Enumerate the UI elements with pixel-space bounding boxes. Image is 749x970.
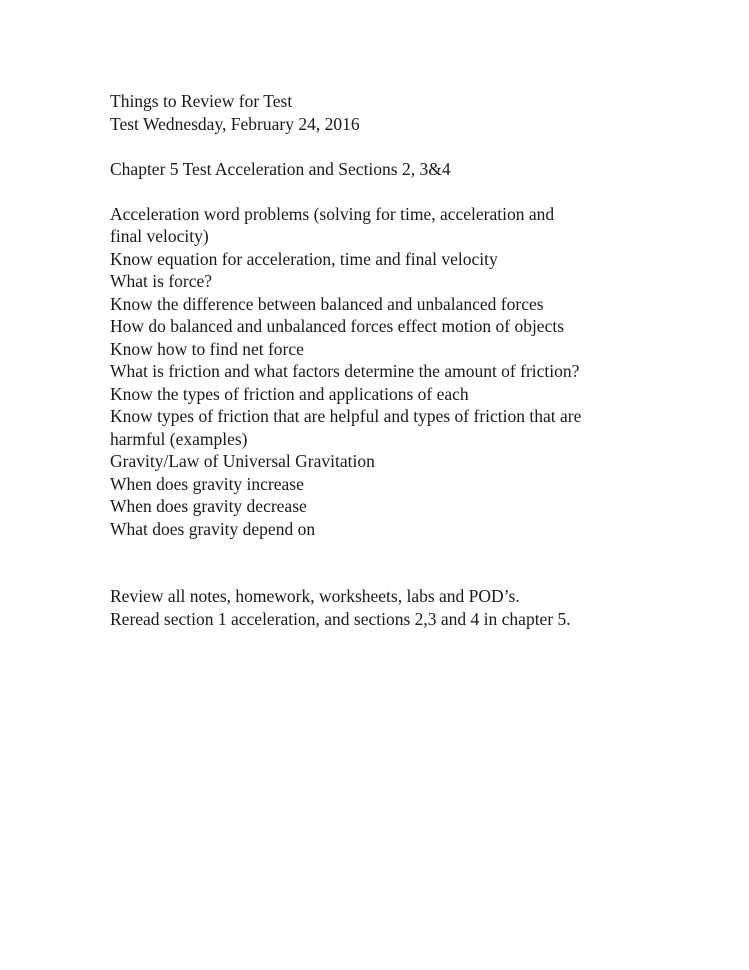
review-list: [110, 203, 670, 541]
header-block: [110, 90, 670, 135]
review-item: Know types of friction that are helpful and types of friction that are: [110, 406, 582, 426]
review-item: harmful (examples): [110, 428, 248, 449]
review-instruction: Review all notes, homework, worksheets, labs and POD’s.: [110, 586, 520, 606]
spacer: [110, 180, 670, 203]
review-item: What is force?: [110, 271, 213, 291]
chapter-heading: Chapter 5 Test Acceleration and Sections 2, 3&4: [110, 158, 451, 179]
review-item: Know equation for acceleration, time and final velocity: [110, 248, 498, 269]
spacer: [110, 135, 670, 158]
review-item: What does gravity depend on: [110, 518, 316, 539]
review-item: Know how to find net force: [110, 338, 304, 359]
review-item: Gravity/Law of Universal Gravitation: [110, 451, 375, 471]
review-item: What is friction and what factors determine the amount of friction?: [110, 361, 580, 381]
document-title: Things to Review for Test: [110, 91, 293, 111]
review-item: final velocity): [110, 226, 209, 246]
document-body: [110, 90, 670, 630]
reread-instruction: Reread section 1 acceleration, and sections 2,3 and 4 in chapter 5.: [110, 608, 571, 629]
test-date: Test Wednesday, February 24, 2016: [110, 113, 360, 134]
chapter-block: [110, 158, 670, 181]
review-item: Know the difference between balanced and unbalanced forces: [110, 293, 544, 314]
review-item: Know the types of friction and applications of each: [110, 383, 469, 404]
footer-block: [110, 585, 670, 630]
review-item: When does gravity decrease: [110, 496, 307, 516]
spacer: [110, 540, 670, 585]
review-item: When does gravity increase: [110, 473, 304, 494]
review-item: How do balanced and unbalanced forces effect motion of objects: [110, 316, 565, 336]
review-item: Acceleration word problems (solving for time, acceleration and: [110, 203, 555, 224]
